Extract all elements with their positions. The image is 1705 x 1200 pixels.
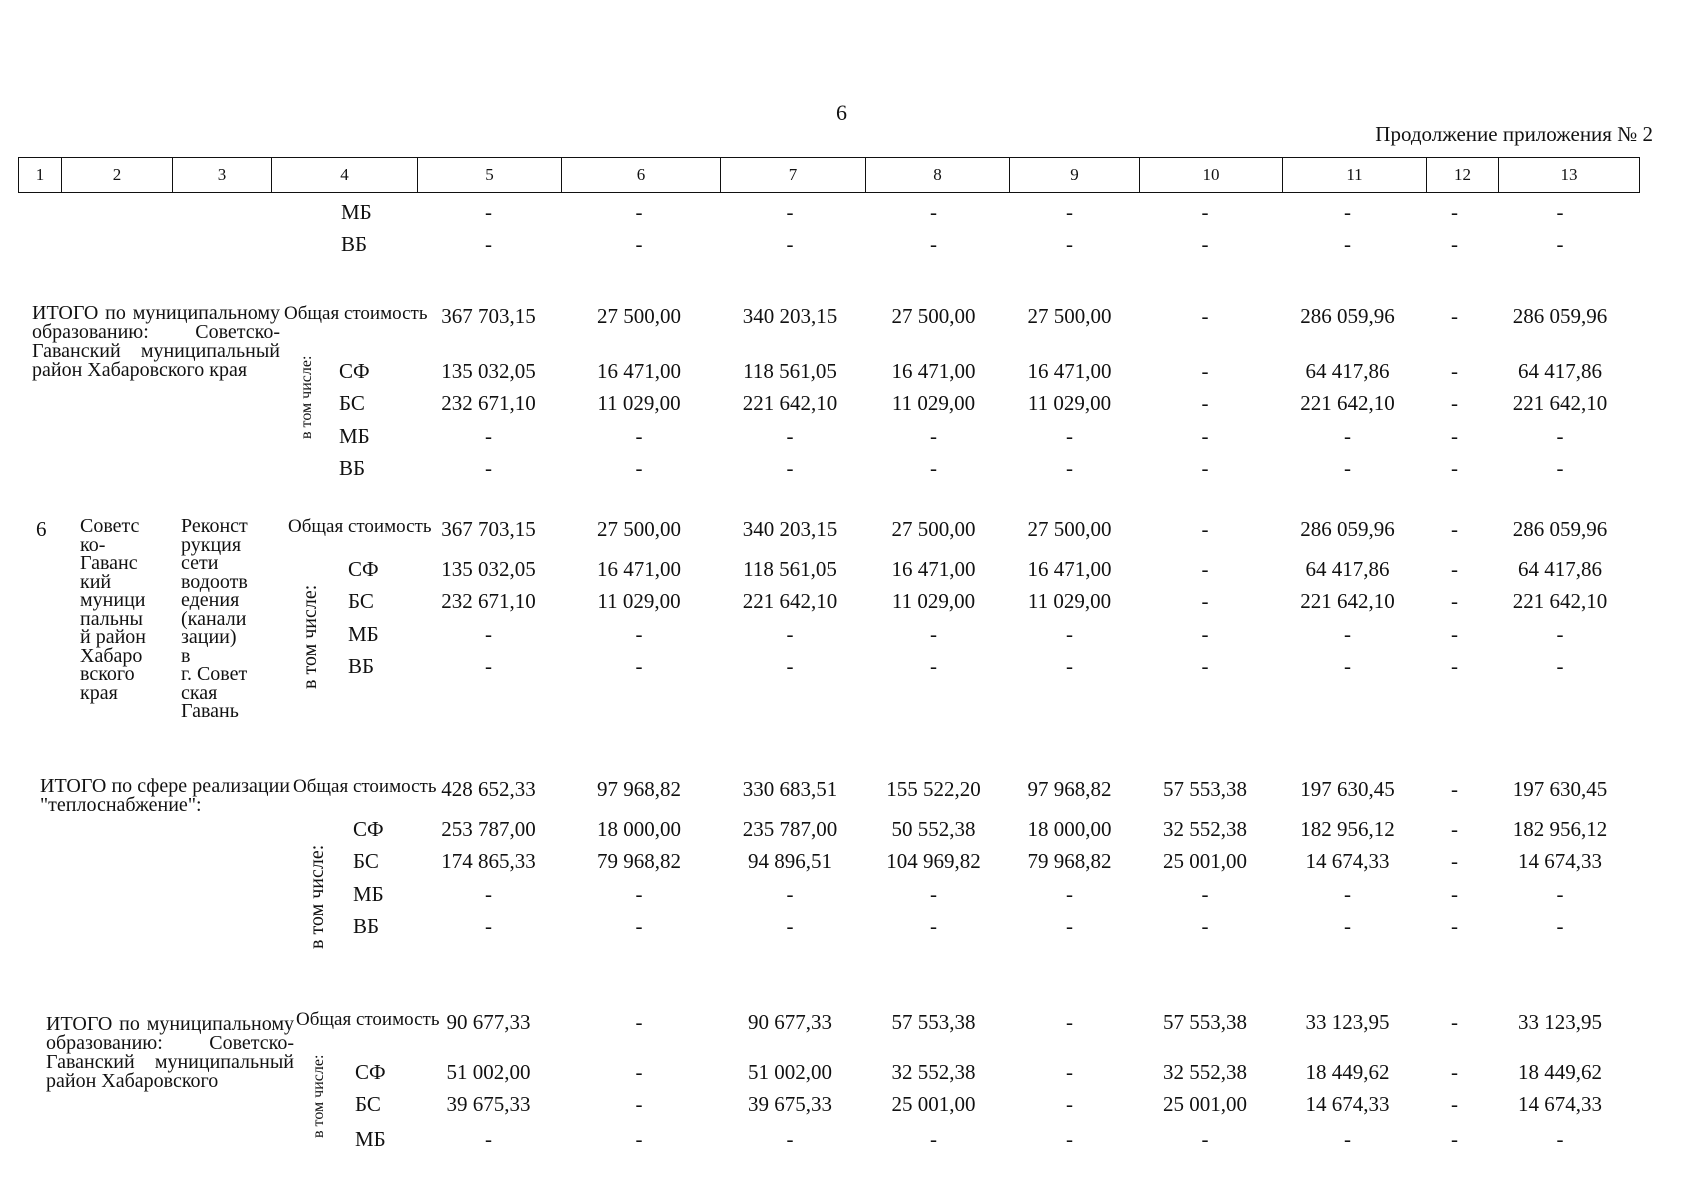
cell: - (786, 622, 794, 646)
table-row (18, 777, 1638, 807)
cell: 367 703,15 (441, 517, 536, 541)
cell: 39 675,33 (748, 1092, 832, 1116)
municipality-name: Советс ко- Гаванс кий муници пальны й район Хабаро вского края (80, 515, 146, 704)
cell: - (1556, 456, 1564, 480)
block-title: ИТОГО по муниципальному образованию: Советско-Гаванский муниципальный район Хабаровского (46, 1013, 294, 1092)
cell: 64 417,86 (1305, 359, 1390, 383)
cell: - (786, 1127, 794, 1151)
cell: - (635, 1060, 643, 1084)
cell: - (1451, 517, 1458, 541)
cell: - (1451, 622, 1458, 646)
cell: - (930, 232, 937, 256)
cell: - (930, 424, 937, 448)
cell: 27 500,00 (597, 517, 681, 541)
row-label-bs: БС (355, 1092, 381, 1116)
cell: 25 001,00 (1163, 849, 1247, 873)
cell: 90 677,33 (446, 1010, 531, 1034)
cell: 16 471,00 (1027, 557, 1112, 581)
cell: - (1201, 200, 1209, 224)
cell: 57 553,38 (891, 1010, 976, 1034)
cell: 25 001,00 (1163, 1092, 1247, 1116)
cell: - (1344, 914, 1351, 938)
row-label-sf: СФ (355, 1060, 386, 1084)
cell: - (635, 200, 643, 224)
table-row (18, 817, 1638, 847)
cell: - (1201, 517, 1209, 541)
cell: - (1201, 622, 1209, 646)
cell: - (1556, 622, 1564, 646)
cell: 16 471,00 (597, 359, 681, 383)
header-cell: 1 (19, 158, 62, 193)
cell: 16 471,00 (1027, 359, 1112, 383)
cell: - (1201, 654, 1209, 678)
cell: - (1451, 1127, 1458, 1151)
table-row (18, 391, 1638, 421)
cell: 27 500,00 (1027, 517, 1112, 541)
table-row (18, 914, 1638, 944)
row-label-sf: СФ (348, 557, 379, 581)
table-row (18, 517, 1638, 547)
table-row (18, 1010, 1638, 1040)
row-label-sf: СФ (353, 817, 384, 841)
cell: 97 968,82 (1027, 777, 1112, 801)
cell: 174 865,33 (441, 849, 536, 873)
cell: - (1556, 232, 1564, 256)
table-row (18, 304, 1638, 334)
cell: 286 059,96 (1512, 517, 1608, 541)
cell: 11 029,00 (1027, 391, 1112, 415)
cell: - (1066, 1060, 1073, 1084)
row-label-vb: ВБ (339, 456, 366, 480)
cell: - (1451, 304, 1458, 328)
row-label-mb: МБ (339, 424, 370, 448)
table-row (18, 622, 1638, 652)
cell: 11 029,00 (597, 589, 681, 613)
header-cell: 13 (1499, 158, 1640, 193)
cell: - (786, 200, 794, 224)
cell: 57 553,38 (1163, 777, 1247, 801)
table-row (18, 456, 1638, 486)
including-label: в том числе: (310, 1054, 327, 1138)
cell: - (1344, 232, 1351, 256)
cell: - (635, 882, 643, 906)
project-item-6 (18, 517, 1638, 742)
cell: 221 642,10 (1512, 391, 1608, 415)
row-label-total: Общая стоимость (288, 516, 432, 537)
cell: 286 059,96 (1300, 304, 1395, 328)
cell: - (635, 914, 643, 938)
including-label: в том числе: (298, 355, 315, 439)
row-label-bs: БС (339, 391, 365, 415)
cell: - (1451, 1060, 1458, 1084)
cell: 221 642,10 (1512, 589, 1608, 613)
cell: - (635, 1010, 643, 1034)
cell: - (1451, 424, 1458, 448)
cell: - (1451, 232, 1458, 256)
header-cell: 12 (1427, 158, 1499, 193)
cell: - (635, 424, 643, 448)
cell: 90 677,33 (748, 1010, 832, 1034)
cell: 197 630,45 (1512, 777, 1608, 801)
cell: - (1451, 391, 1458, 415)
cell: - (786, 424, 794, 448)
including-label: в том числе: (306, 844, 328, 950)
cell: - (1201, 456, 1209, 480)
cell: - (930, 1127, 937, 1151)
cell: 428 652,33 (441, 777, 536, 801)
cell: 11 029,00 (1027, 589, 1112, 613)
cell: 18 000,00 (597, 817, 681, 841)
cell: 182 956,12 (1300, 817, 1395, 841)
cell: - (1066, 1092, 1073, 1116)
cell: - (1451, 654, 1458, 678)
table-row (18, 882, 1638, 912)
cell: - (1556, 882, 1564, 906)
cell: 25 001,00 (891, 1092, 976, 1116)
cell: 118 561,05 (743, 359, 837, 383)
cell: - (1201, 359, 1209, 383)
including-label: в том числе: (299, 584, 321, 690)
municipal-total-block (18, 304, 1638, 494)
cell: 27 500,00 (891, 517, 976, 541)
cell: 11 029,00 (597, 391, 681, 415)
cell: - (635, 654, 643, 678)
cell: 16 471,00 (891, 557, 976, 581)
cell: 340 203,15 (742, 517, 838, 541)
cell: 27 500,00 (1027, 304, 1112, 328)
table-row (18, 589, 1638, 619)
cell: 33 123,95 (1305, 1010, 1390, 1034)
table-row (18, 424, 1638, 454)
cell: - (1066, 622, 1073, 646)
cell: 16 471,00 (891, 359, 976, 383)
table-row (18, 359, 1638, 389)
row-label-bs: БС (353, 849, 379, 873)
cell: 16 471,00 (597, 557, 681, 581)
cell: - (485, 200, 492, 224)
cell: - (1451, 589, 1458, 613)
cell: 14 674,33 (1518, 849, 1602, 873)
cell: - (1451, 1092, 1458, 1116)
cell: - (786, 882, 794, 906)
cell: 51 002,00 (748, 1060, 832, 1084)
cell: 32 552,38 (891, 1060, 976, 1084)
header-cell: 7 (721, 158, 866, 193)
cell: - (1066, 200, 1073, 224)
cell: 221 642,10 (1300, 391, 1395, 415)
project-name: Реконст рукция сети водоотв едения (канали зации) в г. Совет ская Гавань (181, 515, 248, 722)
cell: - (930, 914, 937, 938)
cell: - (1451, 817, 1458, 841)
cell: 18 000,00 (1027, 817, 1112, 841)
cell: - (1451, 557, 1458, 581)
cell: - (485, 882, 492, 906)
row-label-vb: ВБ (348, 654, 375, 678)
cell: - (930, 200, 937, 224)
cell: - (1344, 654, 1351, 678)
row-label-mb: МБ (355, 1127, 386, 1151)
cell: - (635, 456, 643, 480)
cell: - (635, 232, 643, 256)
cell: - (485, 232, 492, 256)
header-cell: 8 (866, 158, 1010, 193)
cell: - (1344, 456, 1351, 480)
cell: - (1066, 1010, 1073, 1034)
cell: 50 552,38 (891, 817, 976, 841)
cell: - (786, 232, 794, 256)
cell: - (930, 622, 937, 646)
cell: 235 787,00 (742, 817, 838, 841)
cell: - (485, 654, 492, 678)
cell: 253 787,00 (441, 817, 536, 841)
appendix-caption: Продолжение приложения № 2 (1375, 122, 1653, 146)
row-label-mb: МБ (353, 882, 384, 906)
cell: - (1451, 200, 1458, 224)
header-cell: 10 (1140, 158, 1283, 193)
table-row (18, 557, 1638, 587)
cell: 182 956,12 (1512, 817, 1608, 841)
cell: 64 417,86 (1518, 557, 1602, 581)
cell: - (1556, 914, 1564, 938)
cell: 32 552,38 (1163, 1060, 1247, 1084)
header-cell: 6 (562, 158, 721, 193)
cell: - (1201, 424, 1209, 448)
cell: - (1066, 1127, 1073, 1151)
header-cell: 5 (418, 158, 562, 193)
cell: 197 630,45 (1300, 777, 1395, 801)
cell: 57 553,38 (1163, 1010, 1247, 1034)
cell: - (1066, 654, 1073, 678)
table-row (18, 654, 1638, 684)
cell: 97 968,82 (597, 777, 681, 801)
table-row (18, 849, 1638, 879)
cell: 27 500,00 (891, 304, 976, 328)
cell: - (1201, 391, 1209, 415)
cell: 11 029,00 (891, 391, 976, 415)
cell: - (1201, 232, 1209, 256)
cell: 11 029,00 (891, 589, 976, 613)
cell: - (1066, 882, 1073, 906)
cell: 340 203,15 (742, 304, 838, 328)
cell: 79 968,82 (1027, 849, 1112, 873)
row-label-total: Общая стоимость (284, 303, 428, 324)
table-row (18, 1060, 1638, 1090)
column-number-header (18, 157, 1640, 193)
cell: - (635, 1127, 643, 1151)
cell: 14 674,33 (1305, 1092, 1390, 1116)
cell: 32 552,38 (1163, 817, 1247, 841)
cell: - (1066, 424, 1073, 448)
cell: - (1066, 456, 1073, 480)
cell: 94 896,51 (748, 849, 832, 873)
page-number: 6 (836, 100, 847, 125)
cell: 51 002,00 (446, 1060, 531, 1084)
cell: - (1201, 304, 1209, 328)
cell: 18 449,62 (1305, 1060, 1390, 1084)
header-cell: 3 (173, 158, 272, 193)
cell: 135 032,05 (441, 359, 536, 383)
cell: - (1201, 882, 1209, 906)
row-label-vb: ВБ (353, 914, 380, 938)
cell: - (1556, 200, 1564, 224)
cell: - (485, 914, 492, 938)
cell: - (930, 456, 937, 480)
row-label-sf: СФ (339, 359, 370, 383)
cell: 221 642,10 (742, 589, 838, 613)
cell: - (930, 882, 937, 906)
cell: 232 671,10 (441, 589, 536, 613)
cell: - (635, 622, 643, 646)
table-row (18, 232, 1638, 262)
cell: 79 968,82 (597, 849, 681, 873)
cell: 14 674,33 (1305, 849, 1390, 873)
cell: - (1451, 359, 1458, 383)
cell: - (1344, 1127, 1351, 1151)
cell: - (1451, 882, 1458, 906)
cell: - (1556, 1127, 1564, 1151)
cell: - (930, 654, 937, 678)
cell: 135 032,05 (441, 557, 536, 581)
cell: 14 674,33 (1518, 1092, 1602, 1116)
cell: - (1451, 777, 1458, 801)
cell: - (1201, 589, 1209, 613)
cell: - (1201, 1127, 1209, 1151)
header-cell: 4 (272, 158, 418, 193)
cell: 118 561,05 (743, 557, 837, 581)
cell: - (1344, 424, 1351, 448)
cell: 367 703,15 (441, 304, 536, 328)
cell: 39 675,33 (446, 1092, 531, 1116)
cell: 155 522,20 (886, 777, 981, 801)
cell: 286 059,96 (1300, 517, 1395, 541)
row-label-bs: БС (348, 589, 374, 613)
cell: - (786, 914, 794, 938)
row-label-mb: МБ (348, 622, 379, 646)
item-number: 6 (36, 517, 47, 541)
table-row (18, 1127, 1638, 1157)
cell: 27 500,00 (597, 304, 681, 328)
cell: - (786, 456, 794, 480)
header-cell: 2 (62, 158, 173, 193)
cell: - (1451, 1010, 1458, 1034)
cell: - (1201, 557, 1209, 581)
cell: 286 059,96 (1512, 304, 1608, 328)
block-title: ИТОГО по муниципальному образованию: Советско-Гаванский муниципальный район Хабаровского края (32, 302, 280, 381)
cell: - (485, 456, 492, 480)
cell: - (1201, 914, 1209, 938)
row-label-mb: МБ (341, 200, 372, 224)
table-row (18, 200, 1638, 230)
cell: - (1451, 914, 1458, 938)
cell: 330 683,51 (742, 777, 838, 801)
cell: 64 417,86 (1305, 557, 1390, 581)
sphere-total-block (18, 777, 1638, 972)
cell: 221 642,10 (742, 391, 838, 415)
cell: - (786, 654, 794, 678)
municipal-total-block-2 (18, 1010, 1638, 1170)
cell: - (1066, 914, 1073, 938)
row-label-total: Общая стоимость (293, 776, 437, 797)
table-row (18, 1092, 1638, 1122)
cell: - (485, 622, 492, 646)
row-label-total: Общая стоимость (296, 1009, 440, 1030)
cell: 104 969,82 (886, 849, 981, 873)
cell: - (1344, 882, 1351, 906)
cell: - (1451, 456, 1458, 480)
cell: - (1556, 424, 1564, 448)
header-cell: 9 (1010, 158, 1140, 193)
cell: - (1451, 849, 1458, 873)
cell: - (1066, 232, 1073, 256)
cell: - (1556, 654, 1564, 678)
cell: - (635, 1092, 643, 1116)
cell: 18 449,62 (1518, 1060, 1602, 1084)
cell: 221 642,10 (1300, 589, 1395, 613)
block-title: ИТОГО по сфере реализации "теплоснабжение": (40, 775, 290, 816)
cell: - (485, 1127, 492, 1151)
row-label-vb: ВБ (341, 232, 368, 256)
cell: 33 123,95 (1518, 1010, 1602, 1034)
cell: 232 671,10 (441, 391, 536, 415)
header-cell: 11 (1283, 158, 1427, 193)
cell: - (485, 424, 492, 448)
cell: - (1344, 200, 1351, 224)
cell: 64 417,86 (1518, 359, 1602, 383)
cell: - (1344, 622, 1351, 646)
